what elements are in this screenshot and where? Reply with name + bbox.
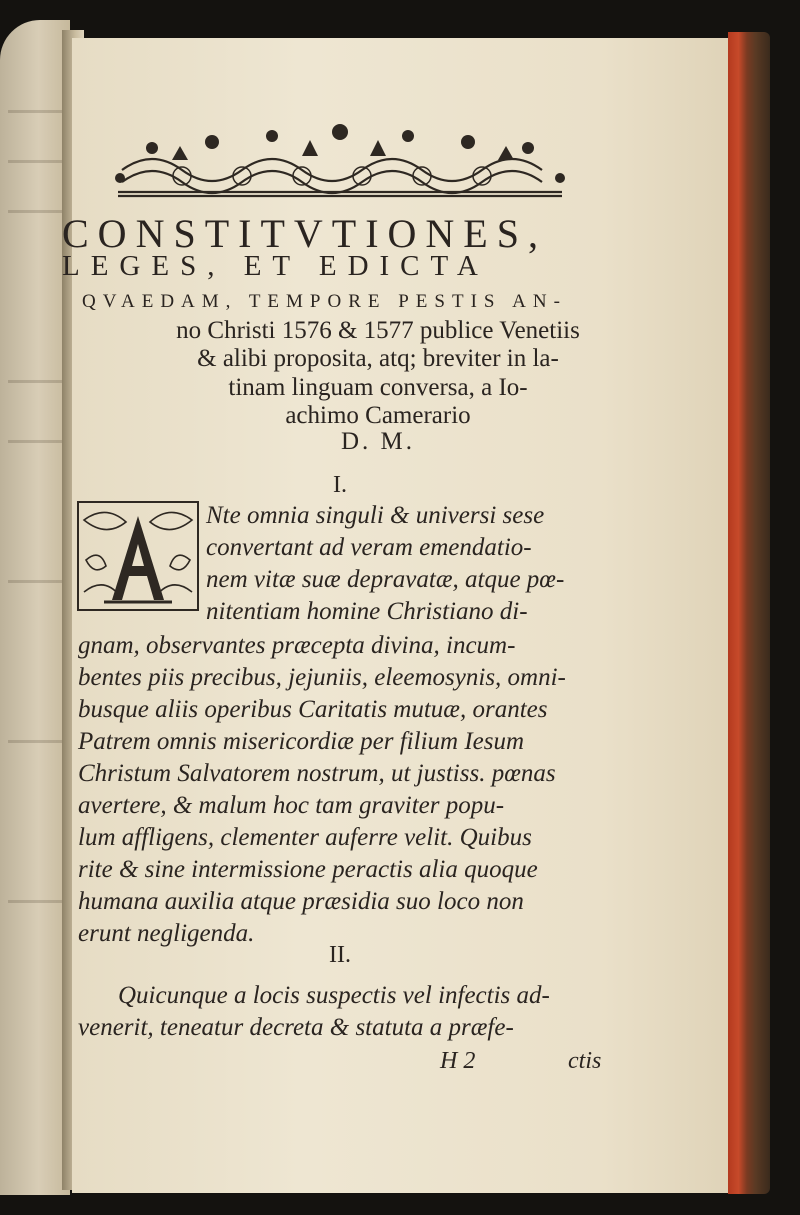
text-line: humana auxilia atque præsidia suo loco non — [78, 888, 524, 915]
text-line: nem vitæ suæ depravatæ, atque pœ- — [206, 566, 565, 593]
text-line: rite & sine intermissione peractis alia quoque — [78, 856, 538, 883]
text-line: avertere, & malum hoc tam graviter popu- — [78, 792, 505, 819]
section-numeral-1: I. — [333, 472, 347, 498]
text-line: Patrem omnis misericordiæ per filium Iesum — [78, 728, 525, 755]
title-line-1: CONSTITVTIONES, — [62, 211, 547, 256]
decorated-initial-a — [76, 500, 200, 612]
title-line-2: LEGES, ET EDICTA — [62, 250, 489, 282]
left-page-edge — [0, 20, 70, 1195]
headpiece-ornament — [112, 120, 568, 202]
title-subline: no Christi 1576 & 1577 publice Venetiis — [176, 317, 580, 344]
text-line: lum affligens, clementer auferre velit. Quibus — [78, 824, 532, 851]
catchword: ctis — [568, 1048, 602, 1074]
text-line: Quicunque a locis suspectis vel infectis ad- — [118, 982, 550, 1009]
title-subline: tinam linguam conversa, a Io- — [228, 374, 528, 401]
text-line: convertant ad veram emendatio- — [206, 534, 532, 561]
text-line: busque aliis operibus Caritatis mutuæ, orantes — [78, 696, 548, 723]
title-line-3: QVAEDAM, TEMPORE PESTIS AN- — [82, 291, 567, 312]
signature-mark: H 2 — [440, 1048, 476, 1074]
title-subline: D. M. — [340, 428, 416, 455]
text-line: erunt negligenda. — [78, 920, 255, 947]
text-line: Christum Salvatorem nostrum, ut justiss. pœnas — [78, 760, 556, 787]
section-numeral-2: II. — [329, 942, 351, 968]
text-line: gnam, observantes præcepta divina, incum- — [78, 632, 516, 659]
red-page-edge — [728, 32, 770, 1194]
text-line: bentes piis precibus, jejuniis, eleemosynis, omni- — [78, 664, 566, 691]
text-line: venerit, teneatur decreta & statuta a præfe- — [78, 1014, 514, 1041]
title-subline: achimo Camerario — [285, 402, 471, 429]
text-line: nitentiam homine Christiano di- — [206, 598, 528, 625]
title-subline: & alibi proposita, atq; breviter in la- — [197, 345, 559, 372]
text-line: Nte omnia singuli & universi sese — [206, 502, 545, 529]
